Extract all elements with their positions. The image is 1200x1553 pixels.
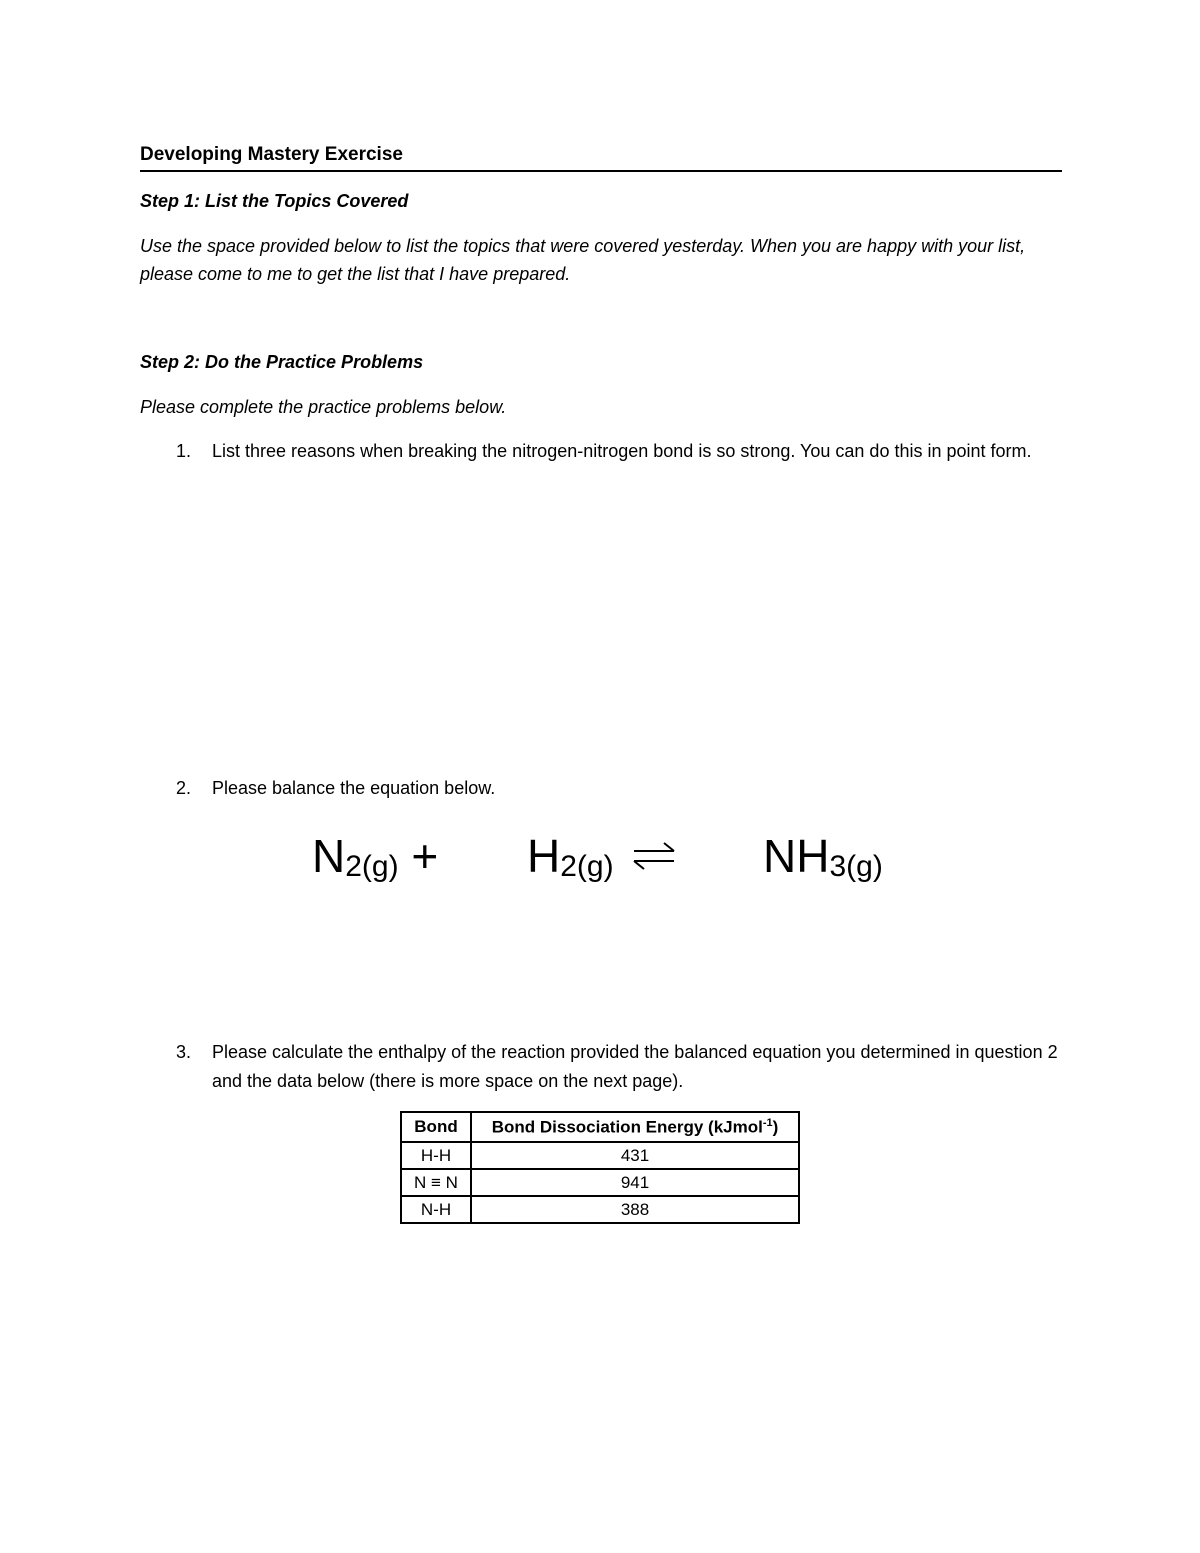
bond-energy-table (400, 1111, 800, 1224)
header-bond: Bond (401, 1112, 471, 1142)
cell-bond: H-H (401, 1142, 471, 1169)
title-divider (140, 170, 1062, 172)
question-text: List three reasons when breaking the nitrogen-nitrogen bond is so strong. You can do this in point form. (212, 441, 1032, 461)
equilibrium-arrow-icon (632, 840, 676, 870)
step2-heading: Step 2: Do the Practice Problems (140, 352, 424, 372)
question-number: 2. (176, 778, 192, 798)
cell-bond: N-H (401, 1196, 471, 1223)
cell-energy: 431 (471, 1142, 799, 1169)
step1-instructions: Use the space provided below to list the topics that were covered yesterday. When you are happy with your list, please come to me to get the list that I have prepared. (140, 236, 1026, 284)
cell-energy: 388 (471, 1196, 799, 1223)
step1-heading: Step 1: List the Topics Covered (140, 191, 409, 211)
header-energy: Bond Dissociation Energy (kJmol$^{-1}$) (471, 1112, 799, 1142)
document-title: Developing Mastery Exercise (140, 144, 403, 165)
equation-plus: + (411, 830, 439, 882)
question-text: Please calculate the enthalpy of the reaction provided the balanced equation you determined in question 2 and the data below (there is more space on the next page). (212, 1042, 1058, 1091)
table-header-row (401, 1112, 799, 1142)
equation-reactant-n2: N2(g) + (312, 830, 439, 883)
cell-bond: N ≡ N (401, 1169, 471, 1196)
table-row (401, 1142, 799, 1169)
question-number: 3. (176, 1042, 192, 1062)
equation-reactant-h2: H2(g) (527, 830, 614, 883)
equation-product-nh3: NH3(g) (763, 830, 883, 883)
step2-intro: Please complete the practice problems below. (140, 397, 507, 417)
question-number: 1. (176, 441, 192, 461)
table-row (401, 1169, 799, 1196)
table-row (401, 1196, 799, 1223)
cell-energy: 941 (471, 1169, 799, 1196)
question-text: Please balance the equation below. (212, 778, 496, 798)
